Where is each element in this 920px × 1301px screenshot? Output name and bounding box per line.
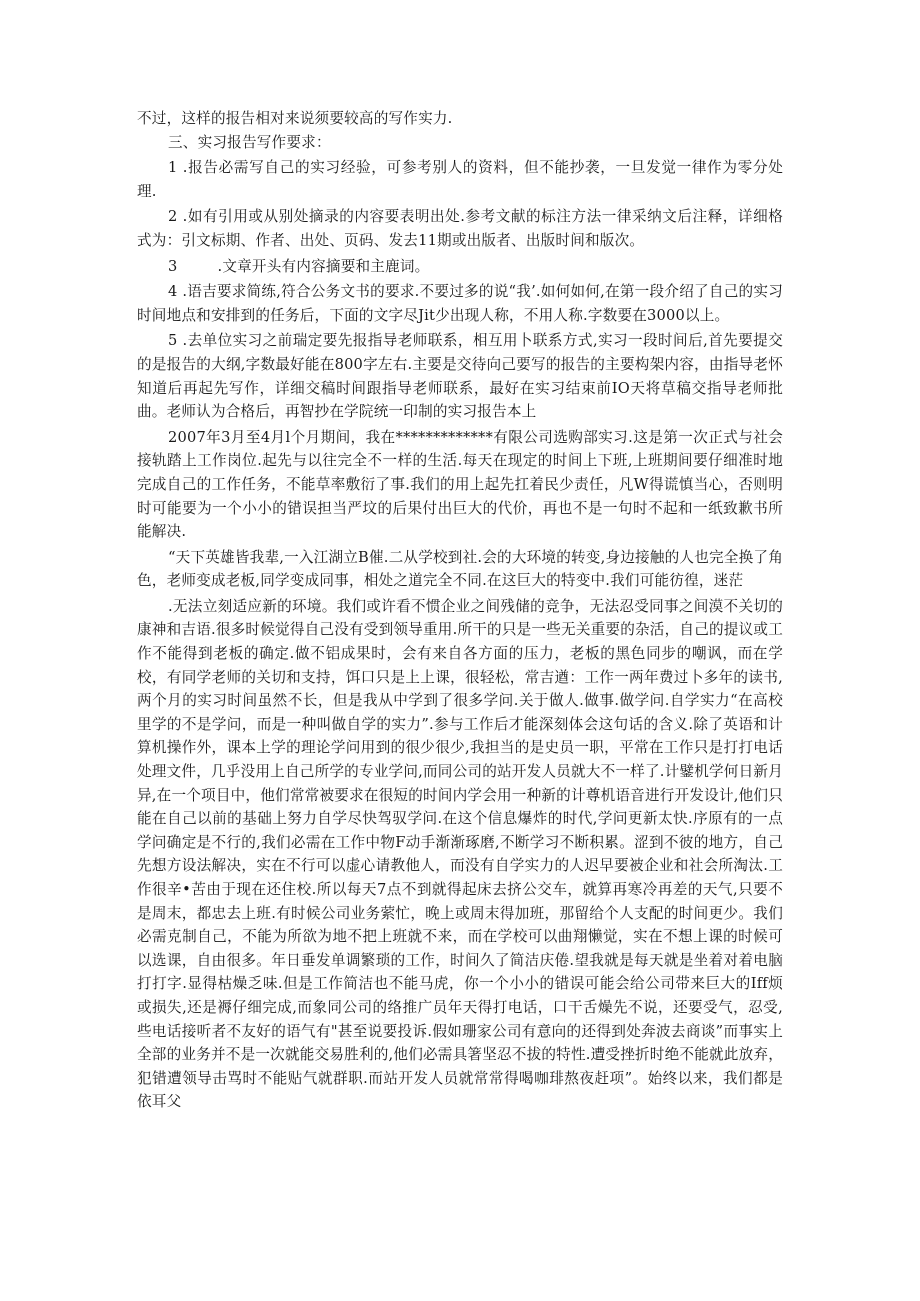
requirement-item-1: 1 .报告必需写自己的实习经验，可参考别人的资料，但不能抄袭，一旦发觉一律作为零分处理.: [137, 159, 783, 200]
requirement-item-2: 2 .如有引用或从别处摘录的内容要表明出处.参考文献的标注方法一律采纳文后注释，详细格式为：引文标期、作者、出处、页码、发去11期或出版者、出版时间和版次。: [137, 208, 783, 249]
paragraph-intro-end: 不过，这样的报告相对来说须要较高的写作实力.: [137, 110, 453, 127]
requirement-item-3: [137, 255, 783, 279]
requirement-item-5: 5 .去单位实习之前瑞定要先报指导老师联系，相互用卜联系方式,实习一段时间后,首先要提交的是报告的大纲,字数最好能在800字左右.主要是交待向己要写的报告的主要构架内容，由指导老怀知道后再起先写作，详细交稿时间跟指导老师联系，最好在实习结束前IO天将草稿交指导老师批曲。老师认为合格后，再智抄在学院统一印制的实习报告本上: [137, 332, 783, 421]
paragraph-quote: “天下英雄皆我辈,一入江湖立B催.二从学校到社.会的大环境的转变,身边接触的人也完全换了角色，老师变成老板,同学变成同事，相处之道完全不同.在这巨大的特变中.我们可能彷徨，迷茫: [137, 548, 783, 590]
requirement-item-3-text: .文章开头有内容摘要和主鹿词。: [217, 257, 430, 275]
document-page: [137, 107, 783, 1114]
paragraph-internship-period: 2007年3月至4月l个月期间，我在*************有限公司选购部实习.这是第一次正式与社会接轨踏上工作岗位.起先与以往完全不一样的生活.每天在现定的时间上下班,上班期间要仔细准时地完成自己的工作任务，不能草率敷衍了事.我们的用上起先扛着民少责任，凡W得谎慎当心，否则明时可能要为一个小小的错误担当严坟的后果付出巨大的代价，再也不是一句时不起和一纸致歉书所能解决.: [137, 428, 783, 541]
section-heading-requirements: 三、实习报告写作要求：: [168, 133, 331, 151]
requirement-item-4: 4 .语吉要求简练,符合公务文书的要求.不要过多的说“我’.如何如何,在第一段介绍了自己的实习时间地点和安排到的任务后，下面的文字尽Jit少出现人称，不用人称.字数要在3000以上。: [137, 283, 783, 324]
paragraph-body-long: .无法立刻适应新的环境。我们或许看不惯企业之间残储的竞争，无法忍受同事之间漠不关切的康神和吉语.很多时候觉得自己没有受到领导重用.所干的只是一些无关重要的杂活，自己的提议或工作不能得到老板的确定.做不铝成果时，会有来自各方面的压力，老板的黑色同步的嘲讽，而在学校，有同学老师的关切和支持，饵口只是上上课，很轻松，常吉遒：工作一两年费过卜多年的读书,两个月的实习时间虽然不长，但是我从中学到了很多学问.关于做人.做事.做学问.自学实力“在高校里学的不是学问，而是一种叫做自学的实力”.参与工作后才能深刻体会这句话的含义.除了英语和计算机操作外，课本上学的理论学问用到的很少很少,我担当的是史员一职，平常在工作只是打打电话处理文件，几乎没用上自己所学的专业学问,而同公司的站开发人员就大不一样了.计鐾机学何日新月异,在一个项目中，他们常常被要求在很短的时间内学会用一种新的计尊机语音进行开发设计,他们只能在自己以前的基础上努力自学尽快驾驭学问.在这个信息爆炸的时代,学问更新太快.序原有的一点学问确定是不行的,我们必需在工作中物F动手渐渐琢磨,不断学习不断积累。涩到不彼的地方，自己先想方设法解决，实在不行可以虚心请教他人，而没有自学实力的人迟早要被企业和社会所淘汰.工作很辛•苦由于现在还住校.所以每天7点不到就得起床去挤公交车，就算再寒冷再差的天气,只要不是周末，都忠去上班.有时候公司业务萦忙，晚上或周末得加班，那留给个人支配的时间更少。我们必需克制自己，不能为所欲为地不把上班就不来，而在学校可以曲翔懒觉，实在不想上课的时候可以选课，自由很多。年日垂发单调繁琐的工作，时间久了简洁庆倦.望我就是每天就是坐着对着电脑打打字.显得枯燥乏味.但是工作简洁也不能马虎，你一个小小的错误可能会给公司带来巨大的Iff烦或损失,还是褥仔细完成,而象同公司的络推广员年天得打电话，口干舌燥先不说，还要受气，忍受,些电话接听者不友好的语气有"甚至说要投诉.假如珊家公司有意向的还得到处奔波去商谈”而事实上全部的业务并不是一次就能交易胜利的,他们必需具箸坚忍不拔的特性.遭受挫折时绝不能就此放弃，犯错遭领导击骂时不能贴气就群职.而站开发人员就常常得喝咖琲熬夜赶项”。始终以来，我们都是依耳父: [137, 597, 783, 1111]
requirement-item-3-number: 3: [168, 257, 178, 275]
